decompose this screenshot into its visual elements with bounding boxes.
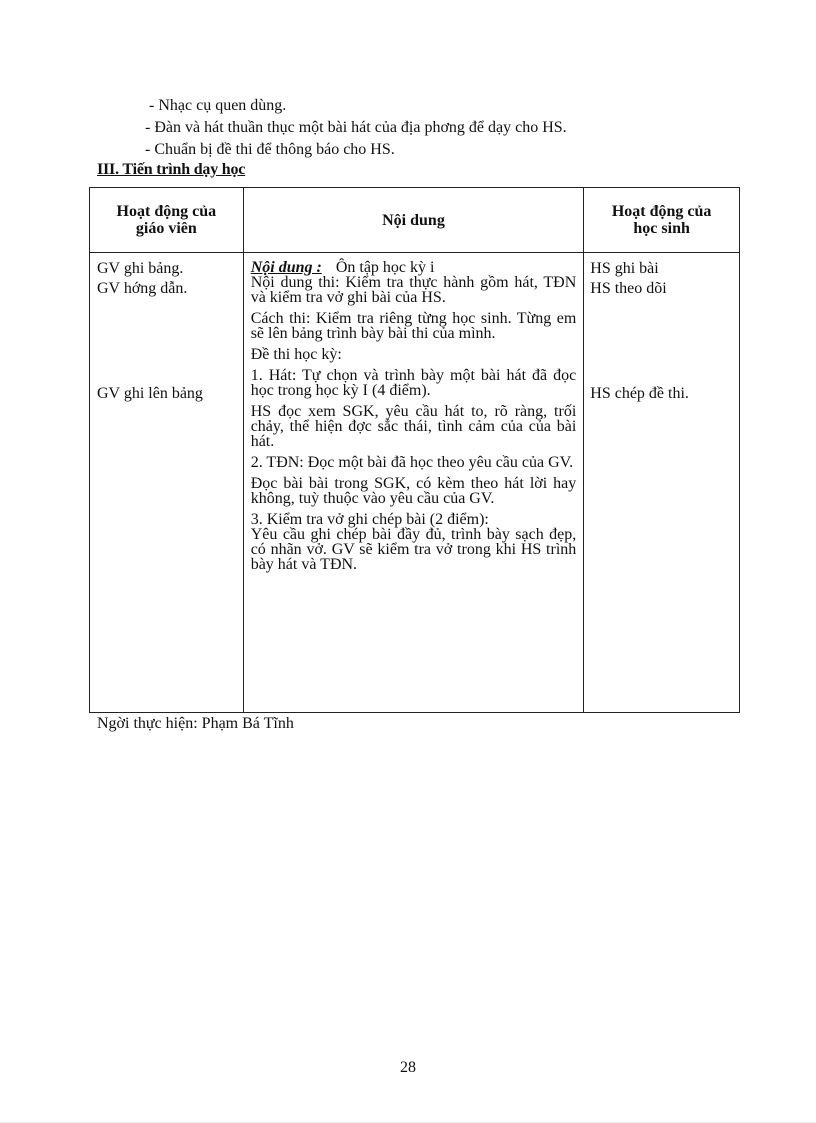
content-label: Nội dung : [250,259,322,276]
content-paragraph: 2. TĐN: Đọc một bài đã học theo yêu cầu của GV. [250,454,574,471]
section-heading: III. Tiến trình dạy học [97,161,246,178]
student-activity: HS theo dõi [590,280,667,297]
list-item: - Đàn và hát thuần thục một bài hát của địa phơng để dạy cho HS. [145,119,567,136]
header-teacher-activity [90,188,244,253]
list-item: - Chuẩn bị đề thi để thông báo cho HS. [145,141,395,158]
table-header-row [90,188,740,253]
content-body [251,260,577,578]
content-topic: Ôn tập học kỳ i [335,259,435,276]
table-row [90,253,740,713]
header-content [243,188,584,253]
content-paragraph: Đề thi học kỳ: [250,346,342,363]
teacher-activity: GV ghi lên bảng [97,385,203,402]
teacher-activity: GV hớng dẫn. [97,280,188,297]
header-label: Nội dung [382,211,445,229]
content-cell [243,253,584,713]
content-paragraph: 1. Hát: Tự chọn và trình bày một bài hát đã đọc học trong học kỳ I (4 điểm). [250,367,577,399]
lesson-plan-table [89,187,740,713]
content-paragraph: HS đọc xem SGK, yêu cầu hát to, rõ ràng, trối chảy, thể hiện đợc sắc thái, tình cảm của của bài hát. [250,403,577,450]
content-paragraph: Nội dung thi: Kiểm tra thực hành gồm hát, TĐN và kiểm tra vở ghi bài của HS. [250,274,577,306]
list-item: - Nhạc cụ quen dùng. [149,97,287,114]
student-activity-cell [584,253,740,713]
header-label: Hoạt động của học sinh [611,203,712,237]
header-label: Hoạt động của giáo viên [116,203,217,237]
content-heading [251,260,577,275]
student-activity: HS chép đề thi. [590,385,689,402]
teacher-activity: GV ghi bảng. [97,260,184,277]
content-paragraph: Đọc bài bài trong SGK, có kèm theo hát lời hay không, tuỳ thuộc vào yêu cầu của GV. [250,475,577,507]
author-line: Ngời thực hiện: Phạm Bá Tĩnh [97,715,294,732]
page-number: 28 [400,1059,416,1076]
student-activity: HS ghi bài [590,260,659,277]
preparation-list [138,95,567,161]
header-student-activity [584,188,740,253]
content-paragraph: Yêu cầu ghi chép bài đầy đủ, trình bày sạch đẹp, có nhãn vở. GV sẽ kiểm tra vở trong khi HS trình bày hát và TĐN. [250,526,577,573]
teacher-activity-cell [90,253,244,713]
content-paragraph: 3. Kiểm tra vở ghi chép bài (2 điểm): [250,511,489,528]
content-paragraph: Cách thi: Kiểm tra riêng từng học sinh. Từng em sẽ lên bảng trình bày bài thi của mình. [250,310,577,342]
